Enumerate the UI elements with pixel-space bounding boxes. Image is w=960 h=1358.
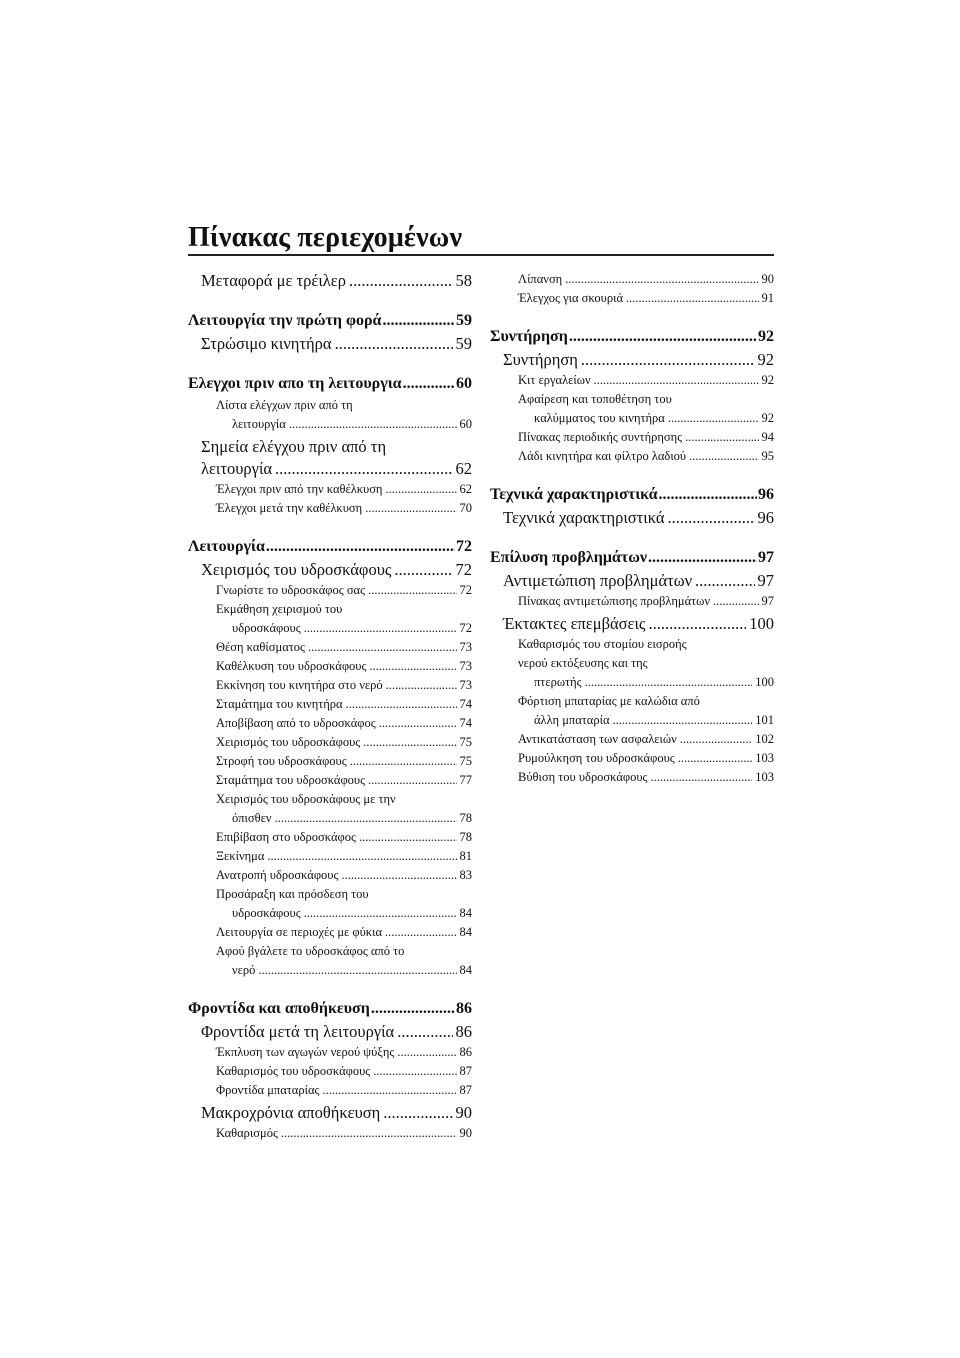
toc-page-number: 59 — [456, 312, 472, 329]
dot-leader — [289, 415, 457, 434]
toc-entry-title: Γνωρίστε το υδροσκάφος σας — [216, 583, 366, 597]
toc-entry-title-first-line: Χειρισμός του υδροσκάφους με την — [216, 792, 396, 806]
toc-entry-title-first-line: Αφού βγάλετε το υδροσκάφος από το — [216, 944, 405, 958]
dot-leader — [335, 333, 453, 355]
toc-entry-title: Ελεγχοι πριν απο τη λειτουργια — [188, 375, 402, 392]
dot-leader — [713, 592, 758, 611]
toc-entry[interactable] — [188, 752, 472, 771]
toc-entry-title: Φροντίδα μετά τη λειτουργία — [201, 1022, 395, 1041]
dot-leader — [659, 484, 757, 506]
dot-leader — [594, 371, 759, 390]
dot-leader — [613, 711, 753, 730]
dot-leader — [678, 749, 753, 768]
toc-page-number: 74 — [459, 697, 472, 711]
toc-page-number: 96 — [758, 486, 774, 503]
toc-page-number: 96 — [757, 508, 774, 527]
dot-leader — [322, 1081, 456, 1100]
dot-leader — [695, 570, 754, 592]
toc-entry-title: Σταμάτημα του κινητήρα — [216, 697, 343, 711]
toc-entry[interactable] — [188, 828, 472, 847]
toc-page-number: 102 — [755, 732, 774, 746]
toc-entry-title: Ανατροπή υδροσκάφους — [216, 868, 339, 882]
toc-page-number: 72 — [456, 538, 472, 555]
toc-entry[interactable] — [188, 676, 472, 695]
dot-leader — [359, 828, 457, 847]
toc-entry-title: Χειρισμός του υδροσκάφους — [216, 735, 361, 749]
toc-entry[interactable] — [188, 638, 472, 657]
dot-leader — [304, 904, 457, 923]
toc-page-number: 70 — [459, 501, 472, 515]
toc-entry-title: Έλεγχος για σκουριά — [518, 291, 624, 305]
toc-entry-title-first-line: Λίστα ελέγχων πριν από τη — [216, 398, 353, 412]
dot-leader — [371, 998, 455, 1020]
toc-entry[interactable] — [188, 1043, 472, 1062]
toc-entry-title: όπισθεν — [232, 811, 272, 825]
dot-leader — [368, 581, 456, 600]
toc-entry[interactable] — [188, 396, 472, 434]
toc-entry-title: Έκτακτες επεμβάσεις — [503, 614, 646, 633]
toc-entry-title: πτερωτής — [534, 675, 582, 689]
toc-entry-title: Επιβίβαση στο υδροσκάφος — [216, 830, 356, 844]
dot-leader — [350, 752, 457, 771]
toc-entry[interactable] — [188, 270, 472, 292]
dot-leader — [304, 619, 457, 638]
toc-page-number: 94 — [761, 430, 774, 444]
dot-leader — [349, 270, 453, 292]
toc-entry-title: Λειτουργία την πρώτη φορά — [188, 312, 382, 329]
toc-entry-title: Ρυμούλκηση του υδροσκάφους — [518, 751, 675, 765]
dot-leader — [346, 695, 457, 714]
toc-entry-title: Λίπανση — [518, 272, 563, 286]
toc-entry-title-first-line: Φόρτιση μπαταρίας με καλώδια από — [518, 694, 700, 708]
toc-page-number: 86 — [456, 1000, 472, 1017]
toc-entry[interactable] — [188, 885, 472, 923]
toc-entry-title-first-line: Καθαρισμός του στομίου εισροής νερού εκτόξευσης και της — [518, 637, 687, 670]
dot-leader — [394, 559, 452, 581]
toc-entry[interactable] — [490, 428, 774, 447]
dot-leader — [266, 536, 455, 558]
dot-leader — [651, 768, 753, 787]
toc-entry[interactable] — [188, 1062, 472, 1081]
toc-page-number: 100 — [749, 614, 774, 633]
dot-leader — [363, 733, 456, 752]
dot-leader — [585, 673, 753, 692]
toc-entry-title-first-line: Προσάραξη και πρόσδεση του — [216, 887, 369, 901]
toc-entry-title: Καθαρισμός — [216, 1126, 278, 1140]
dot-leader — [368, 771, 456, 790]
dot-leader — [275, 458, 452, 480]
toc-entry-title: Καθέλκυση του υδροσκάφους — [216, 659, 367, 673]
toc-entry[interactable] — [490, 289, 774, 308]
dot-leader — [680, 730, 752, 749]
toc-entry[interactable] — [490, 592, 774, 611]
toc-entry[interactable] — [490, 768, 774, 787]
toc-entry-title: υδροσκάφους — [232, 906, 301, 920]
toc-left-column — [188, 270, 472, 1143]
toc-entry-title: Φροντίδα και αποθήκευση — [188, 1000, 370, 1017]
toc-section-heading[interactable] — [490, 547, 774, 569]
toc-entry-title: Εκκίνηση του κινητήρα στο νερό — [216, 678, 383, 692]
toc-entry-title: Λάδι κινητήρα και φίλτρο λαδιού — [518, 449, 687, 463]
toc-entry[interactable] — [188, 1021, 472, 1043]
dot-leader — [385, 923, 456, 942]
toc-page-number: 90 — [455, 1103, 472, 1122]
toc-page-number: 75 — [459, 754, 472, 768]
toc-entry-title: Αντικατάσταση των ασφαλειών — [518, 732, 677, 746]
toc-entry[interactable] — [490, 730, 774, 749]
toc-entry-title: άλλη μπαταρία — [534, 713, 610, 727]
dot-leader — [626, 289, 758, 308]
toc-section-heading[interactable] — [188, 373, 472, 395]
toc-entry[interactable] — [188, 499, 472, 518]
toc-page-number: 84 — [459, 925, 472, 939]
toc-page-number: 81 — [459, 849, 472, 863]
toc-page-number: 75 — [459, 735, 472, 749]
toc-entry-title: Φροντίδα μπαταρίας — [216, 1083, 320, 1097]
toc-entry-title: Λειτουργία — [188, 538, 265, 555]
toc-page-number: 60 — [456, 375, 472, 392]
toc-section-heading[interactable] — [490, 326, 774, 348]
toc-page-number: 92 — [761, 411, 774, 425]
toc-entry-title: Μακροχρόνια αποθήκευση — [201, 1103, 381, 1122]
toc-entry[interactable] — [490, 507, 774, 529]
toc-entry[interactable] — [188, 1124, 472, 1143]
toc-page-number: 73 — [459, 659, 472, 673]
toc-entry-title: Επίλυση προβλημάτων — [490, 549, 648, 566]
toc-page-number: 72 — [459, 621, 472, 635]
dot-leader — [379, 714, 457, 733]
toc-entry-title: λειτουργία — [201, 459, 273, 478]
toc-entry-title: Πίνακας αντιμετώπισης προβλημάτων — [518, 594, 711, 608]
toc-section-heading[interactable] — [490, 484, 774, 506]
toc-page-number: 73 — [459, 678, 472, 692]
toc-right-column — [490, 270, 774, 787]
toc-entry[interactable] — [490, 270, 774, 289]
toc-page-number: 60 — [459, 417, 472, 431]
toc-page-number: 78 — [459, 811, 472, 825]
toc-entry[interactable] — [188, 733, 472, 752]
toc-entry-title: Χειρισμός του υδροσκάφους — [201, 560, 392, 579]
dot-leader — [275, 809, 457, 828]
dot-leader — [383, 1102, 452, 1124]
toc-section-heading[interactable] — [188, 998, 472, 1020]
toc-section-heading[interactable] — [188, 310, 472, 332]
toc-entry-title: Έλεγχοι πριν από την καθέλκυση — [216, 482, 383, 496]
toc-page-number: 92 — [757, 350, 774, 369]
toc-page-number: 95 — [761, 449, 774, 463]
toc-entry-title: Συντήρηση — [490, 328, 568, 345]
toc-entry-title: νερό — [232, 963, 256, 977]
dot-leader — [373, 1062, 456, 1081]
dot-leader — [668, 409, 759, 428]
dot-leader — [397, 1021, 452, 1043]
toc-page-number: 92 — [761, 373, 774, 387]
toc-entry[interactable] — [490, 371, 774, 390]
toc-entry[interactable] — [188, 1081, 472, 1100]
toc-entry-title: Καθαρισμός του υδροσκάφους — [216, 1064, 371, 1078]
toc-page-number: 84 — [459, 963, 472, 977]
toc-page-number: 97 — [761, 594, 774, 608]
toc-entry-title: υδροσκάφους — [232, 621, 301, 635]
dot-leader — [258, 961, 456, 980]
toc-page-number: 72 — [455, 560, 472, 579]
dot-leader — [668, 507, 755, 529]
toc-page-number: 86 — [455, 1022, 472, 1041]
toc-entry-title: λειτουργία — [232, 417, 286, 431]
toc-page-number: 101 — [755, 713, 774, 727]
toc-page-number: 58 — [455, 271, 472, 290]
toc-entry[interactable] — [490, 390, 774, 428]
dot-leader — [403, 373, 455, 395]
toc-page-number: 78 — [459, 830, 472, 844]
toc-page-number: 100 — [755, 675, 774, 689]
toc-entry-title: Έλεγχοι μετά την καθέλκυση — [216, 501, 363, 515]
dot-leader — [281, 1124, 457, 1143]
toc-entry-title: καλύμματος του κινητήρα — [534, 411, 665, 425]
toc-entry-title-first-line: Εκμάθηση χειρισμού του — [216, 602, 343, 616]
toc-entry[interactable] — [188, 559, 472, 581]
toc-page-number: 77 — [459, 773, 472, 787]
dot-leader — [581, 349, 755, 371]
toc-entry[interactable] — [490, 749, 774, 768]
toc-entry[interactable] — [188, 480, 472, 499]
toc-entry[interactable] — [188, 847, 472, 866]
dot-leader — [565, 270, 758, 289]
dot-leader — [569, 326, 757, 348]
toc-section-heading[interactable] — [188, 536, 472, 558]
toc-entry-title: Λειτουργία σε περιοχές με φύκια — [216, 925, 383, 939]
toc-page-number: 83 — [459, 868, 472, 882]
toc-entry-title: Ξεκίνημα — [216, 849, 265, 863]
page-title: Πίνακας περιεχομένων — [188, 222, 463, 253]
toc-entry-title: Στροφή του υδροσκάφους — [216, 754, 347, 768]
toc-page-number: 86 — [459, 1045, 472, 1059]
toc-page-number: 90 — [459, 1126, 472, 1140]
toc-entry[interactable] — [188, 600, 472, 638]
toc-entry[interactable] — [490, 613, 774, 635]
toc-entry-title: Κιτ εργαλείων — [518, 373, 591, 387]
dot-leader — [397, 1043, 456, 1062]
toc-entry-title: Αποβίβαση από το υδροσκάφος — [216, 716, 376, 730]
toc-page-number: 92 — [758, 328, 774, 345]
title-underline — [188, 254, 774, 256]
toc-page-number: 62 — [459, 482, 472, 496]
toc-entry[interactable] — [188, 581, 472, 600]
dot-leader — [648, 613, 746, 635]
toc-entry[interactable] — [490, 635, 774, 692]
toc-entry[interactable] — [188, 436, 472, 480]
toc-entry-title: Πίνακας περιοδικής συντήρησης — [518, 430, 683, 444]
dot-leader — [365, 499, 456, 518]
toc-page-number: 90 — [761, 272, 774, 286]
toc-entry-title: Βύθιση του υδροσκάφους — [518, 770, 648, 784]
toc-page-number: 72 — [459, 583, 472, 597]
toc-page-number: 84 — [459, 906, 472, 920]
dot-leader — [369, 657, 456, 676]
toc-page-number: 97 — [758, 549, 774, 566]
toc-entry-title: Μεταφορά με τρέιλερ — [201, 271, 346, 290]
dot-leader — [341, 866, 456, 885]
toc-page-number: 103 — [755, 770, 774, 784]
toc-entry[interactable] — [490, 692, 774, 730]
toc-entry-title: Συντήρηση — [503, 350, 578, 369]
toc-page-number: 91 — [761, 291, 774, 305]
dot-leader — [382, 310, 455, 332]
toc-entry-title: Θέση καθίσματος — [216, 640, 305, 654]
dot-leader — [267, 847, 456, 866]
toc-entry-title: Στρώσιμο κινητήρα — [201, 334, 332, 353]
dot-leader — [386, 676, 457, 695]
toc-entry[interactable] — [490, 349, 774, 371]
toc-entry[interactable] — [188, 714, 472, 733]
toc-page-number: 103 — [755, 751, 774, 765]
dot-leader — [385, 480, 456, 499]
toc-page-number: 59 — [455, 334, 472, 353]
toc-page-number: 87 — [459, 1064, 472, 1078]
toc-page-number: 62 — [455, 459, 472, 478]
toc-entry[interactable] — [188, 1102, 472, 1124]
toc-page-number: 74 — [459, 716, 472, 730]
toc-entry-title-first-line: Αφαίρεση και τοποθέτηση του — [518, 392, 672, 406]
toc-page-number: 73 — [459, 640, 472, 654]
toc-entry[interactable] — [490, 570, 774, 592]
toc-entry-title: Τεχνικά χαρακτηριστικά — [503, 508, 665, 527]
dot-leader — [308, 638, 457, 657]
toc-entry-title: Τεχνικά χαρακτηριστικά — [490, 486, 658, 503]
toc-entry[interactable] — [188, 695, 472, 714]
toc-entry-title-first-line: Σημεία ελέγχου πριν από τη — [201, 437, 387, 456]
toc-page-number: 87 — [459, 1083, 472, 1097]
toc-entry[interactable] — [188, 923, 472, 942]
toc-entry[interactable] — [188, 333, 472, 355]
toc-entry[interactable] — [188, 657, 472, 676]
toc-entry-title: Έκπλυση των αγωγών νερού ψύξης — [216, 1045, 395, 1059]
dot-leader — [689, 447, 758, 466]
toc-entry[interactable] — [188, 771, 472, 790]
toc-page-number: 97 — [757, 571, 774, 590]
dot-leader — [685, 428, 758, 447]
toc-entry[interactable] — [490, 447, 774, 466]
toc-entry-title: Αντιμετώπιση προβλημάτων — [503, 571, 693, 590]
toc-entry[interactable] — [188, 942, 472, 980]
toc-entry[interactable] — [188, 866, 472, 885]
toc-entry[interactable] — [188, 790, 472, 828]
toc-entry-title: Σταμάτημα του υδροσκάφους — [216, 773, 366, 787]
dot-leader — [648, 547, 757, 569]
